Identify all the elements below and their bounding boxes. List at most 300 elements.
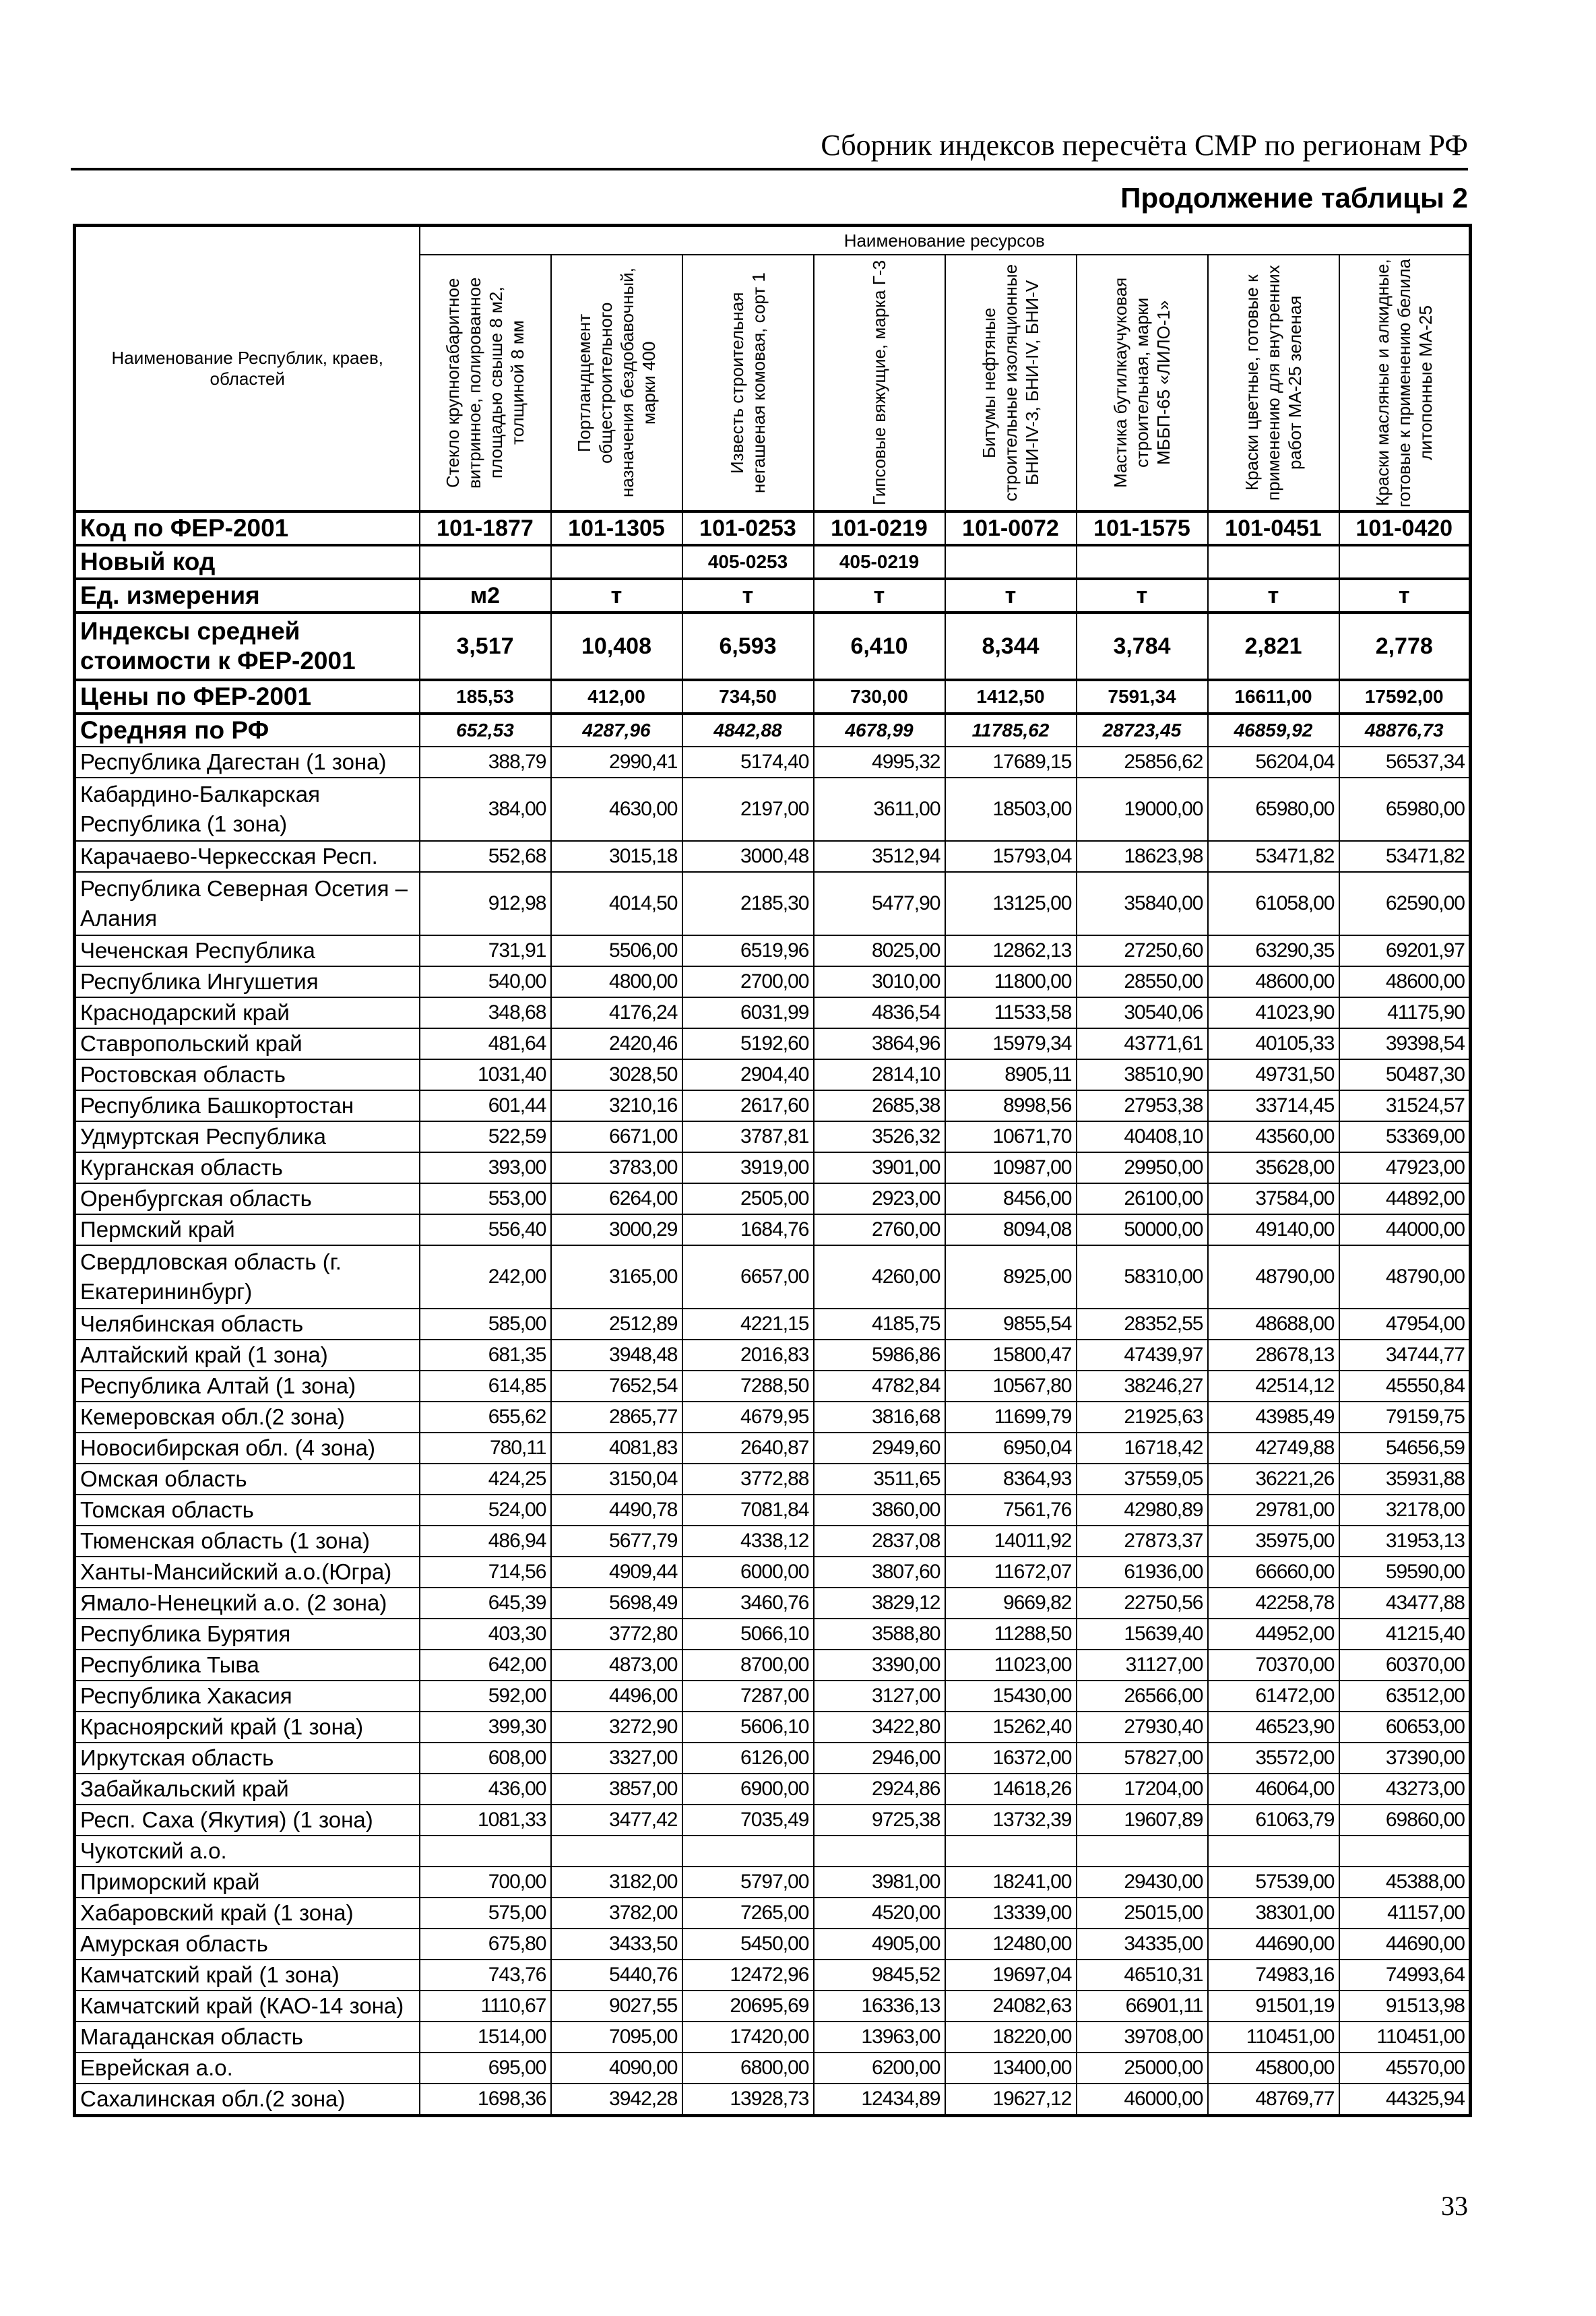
price-cell: 1514,00 [420, 2022, 551, 2053]
meta-value: 6,593 [682, 613, 814, 680]
price-cell: 486,94 [420, 1526, 551, 1557]
price-cell: 11023,00 [945, 1650, 1077, 1681]
price-cell: 4630,00 [551, 778, 682, 841]
price-cell: 27953,38 [1077, 1090, 1208, 1121]
table-row [75, 1836, 1471, 1867]
price-cell: 3948,48 [551, 1340, 682, 1371]
price-cell: 43771,61 [1077, 1028, 1208, 1059]
price-cell: 48790,00 [1339, 1245, 1471, 1309]
region-name: Пермский край [75, 1214, 420, 1245]
page-number: 33 [1441, 2191, 1468, 2221]
price-cell: 3210,16 [551, 1090, 682, 1121]
price-cell: 42749,88 [1208, 1433, 1339, 1464]
price-cell: 19607,89 [1077, 1805, 1208, 1836]
meta-value: 3,517 [420, 613, 551, 680]
price-cell: 5506,00 [551, 935, 682, 966]
table-row [75, 1557, 1471, 1588]
price-cell: 13125,00 [945, 872, 1077, 935]
price-cell: 7561,76 [945, 1495, 1077, 1526]
price-cell: 3588,80 [814, 1619, 945, 1650]
price-cell: 8700,00 [682, 1650, 814, 1681]
price-cell: 6264,00 [551, 1183, 682, 1214]
price-cell: 3000,29 [551, 1214, 682, 1245]
price-cell: 74993,64 [1339, 1960, 1471, 1991]
region-name: Тюменская область (1 зона) [75, 1526, 420, 1557]
price-cell: 61936,00 [1077, 1557, 1208, 1588]
resource-header [682, 255, 814, 511]
price-cell: 48769,77 [1208, 2084, 1339, 2116]
region-name: Республика Северная Осетия – Алания [75, 872, 420, 935]
region-name: Краснодарский край [75, 997, 420, 1028]
price-cell: 11533,58 [945, 997, 1077, 1028]
price-cell: 44000,00 [1339, 1214, 1471, 1245]
price-cell: 912,98 [420, 872, 551, 935]
price-cell: 4221,15 [682, 1309, 814, 1340]
region-name: Свердловская область (г. Екатерининбург) [75, 1245, 420, 1309]
price-cell: 32178,00 [1339, 1495, 1471, 1526]
price-cell: 3433,50 [551, 1929, 682, 1960]
price-cell: 3182,00 [551, 1867, 682, 1898]
price-cell: 3857,00 [551, 1774, 682, 1805]
price-cell: 45388,00 [1339, 1867, 1471, 1898]
price-cell: 524,00 [420, 1495, 551, 1526]
price-cell: 37390,00 [1339, 1743, 1471, 1774]
meta-value: 16611,00 [1208, 680, 1339, 714]
price-cell: 2990,41 [551, 747, 682, 778]
table-row [75, 747, 1471, 778]
price-cell: 681,35 [420, 1340, 551, 1371]
region-name: Томская область [75, 1495, 420, 1526]
meta-label: Ед. измерения [75, 579, 420, 613]
price-cell: 5192,60 [682, 1028, 814, 1059]
price-cell: 61472,00 [1208, 1681, 1339, 1712]
price-cell: 8025,00 [814, 935, 945, 966]
price-cell: 12480,00 [945, 1929, 1077, 1960]
meta-value: 412,00 [551, 680, 682, 714]
price-cell: 44690,00 [1208, 1929, 1339, 1960]
meta-label: Код по ФЕР-2001 [75, 511, 420, 545]
price-cell: 65980,00 [1208, 778, 1339, 841]
price-cell: 2640,87 [682, 1433, 814, 1464]
table-row [75, 1774, 1471, 1805]
resource-name: Гипсовые вяжущие, марка Г-3 [869, 260, 889, 505]
price-cell: 601,44 [420, 1090, 551, 1121]
resources-header: Наименование ресурсов [420, 226, 1471, 255]
table-caption: Продолжение таблицы 2 [1120, 182, 1468, 214]
price-cell: 7265,00 [682, 1898, 814, 1929]
price-cell [1208, 1836, 1339, 1867]
meta-value: 185,53 [420, 680, 551, 714]
price-cell: 9669,82 [945, 1588, 1077, 1619]
region-name: Респ. Саха (Якутия) (1 зона) [75, 1805, 420, 1836]
price-cell: 3028,50 [551, 1059, 682, 1090]
region-name: Алтайский край (1 зона) [75, 1340, 420, 1371]
meta-value: 8,344 [945, 613, 1077, 680]
price-cell: 28678,13 [1208, 1340, 1339, 1371]
price-cell: 37559,05 [1077, 1464, 1208, 1495]
price-cell: 3981,00 [814, 1867, 945, 1898]
meta-value: т [551, 579, 682, 613]
region-name: Оренбургская область [75, 1183, 420, 1214]
meta-label: Индексы средней стоимости к ФЕР-2001 [75, 613, 420, 680]
price-cell: 8998,56 [945, 1090, 1077, 1121]
price-cell: 48790,00 [1208, 1245, 1339, 1309]
price-cell: 54656,59 [1339, 1433, 1471, 1464]
table-row [75, 1929, 1471, 1960]
price-cell: 2760,00 [814, 1214, 945, 1245]
meta-value: 1412,50 [945, 680, 1077, 714]
price-cell: 61058,00 [1208, 872, 1339, 935]
meta-value: 730,00 [814, 680, 945, 714]
meta-value: 6,410 [814, 613, 945, 680]
price-cell: 3000,48 [682, 841, 814, 872]
running-title: Сборник индексов пересчёта СМР по регионам РФ [71, 128, 1468, 170]
resource-header [1077, 255, 1208, 511]
meta-value: 17592,00 [1339, 680, 1471, 714]
meta-value: 734,50 [682, 680, 814, 714]
price-cell: 388,79 [420, 747, 551, 778]
price-cell: 43985,49 [1208, 1402, 1339, 1433]
table-row [75, 966, 1471, 997]
region-name: Республика Ингушетия [75, 966, 420, 997]
price-cell: 38246,27 [1077, 1371, 1208, 1402]
price-cell: 44892,00 [1339, 1183, 1471, 1214]
price-cell: 53471,82 [1339, 841, 1471, 872]
price-cell: 5698,49 [551, 1588, 682, 1619]
price-cell: 1081,33 [420, 1805, 551, 1836]
price-cell: 36221,26 [1208, 1464, 1339, 1495]
price-cell: 4909,44 [551, 1557, 682, 1588]
price-cell: 44325,94 [1339, 2084, 1471, 2116]
price-cell: 28550,00 [1077, 966, 1208, 997]
price-cell: 2814,10 [814, 1059, 945, 1090]
table-row [75, 1090, 1471, 1121]
price-cell: 2923,00 [814, 1183, 945, 1214]
price-cell: 44952,00 [1208, 1619, 1339, 1650]
region-name: Республика Бурятия [75, 1619, 420, 1650]
resource-name: Краски масляные и алкидные, готовые к применению белила литопонные МА-25 [1372, 258, 1436, 507]
region-name: Амурская область [75, 1929, 420, 1960]
price-cell: 6671,00 [551, 1121, 682, 1152]
meta-row [75, 579, 1471, 613]
price-cell: 14618,26 [945, 1774, 1077, 1805]
region-name: Республика Хакасия [75, 1681, 420, 1712]
price-cell: 35840,00 [1077, 872, 1208, 935]
price-cell: 18220,00 [945, 2022, 1077, 2053]
price-cell: 731,91 [420, 935, 551, 966]
table-row [75, 2022, 1471, 2053]
price-cell: 11288,50 [945, 1619, 1077, 1650]
price-cell: 34335,00 [1077, 1929, 1208, 1960]
price-cell: 20695,69 [682, 1991, 814, 2022]
region-name: Удмуртская Республика [75, 1121, 420, 1152]
price-cell: 3772,88 [682, 1464, 814, 1495]
table-row [75, 1433, 1471, 1464]
price-cell: 4836,54 [814, 997, 945, 1028]
price-cell: 33714,45 [1208, 1090, 1339, 1121]
price-cell: 63290,35 [1208, 935, 1339, 966]
price-cell: 5174,40 [682, 747, 814, 778]
price-cell: 48600,00 [1208, 966, 1339, 997]
meta-row [75, 680, 1471, 714]
table-row [75, 1805, 1471, 1836]
price-cell: 61063,79 [1208, 1805, 1339, 1836]
price-cell: 4520,00 [814, 1898, 945, 1929]
price-cell: 74983,16 [1208, 1960, 1339, 1991]
region-name: Чукотский а.о. [75, 1836, 420, 1867]
price-cell: 3150,04 [551, 1464, 682, 1495]
price-cell: 8364,93 [945, 1464, 1077, 1495]
price-cell: 7081,84 [682, 1495, 814, 1526]
table-row [75, 1121, 1471, 1152]
price-cell: 3127,00 [814, 1681, 945, 1712]
price-cell: 48600,00 [1339, 966, 1471, 997]
table-row [75, 872, 1471, 935]
price-cell: 11699,79 [945, 1402, 1077, 1433]
meta-value: т [1208, 579, 1339, 613]
price-cell: 31524,57 [1339, 1090, 1471, 1121]
price-cell: 28352,55 [1077, 1309, 1208, 1340]
price-cell [1077, 1836, 1208, 1867]
table-row [75, 1245, 1471, 1309]
price-cell: 16718,42 [1077, 1433, 1208, 1464]
meta-row [75, 613, 1471, 680]
price-cell: 13928,73 [682, 2084, 814, 2116]
price-cell: 60370,00 [1339, 1650, 1471, 1681]
price-cell: 403,30 [420, 1619, 551, 1650]
price-cell: 608,00 [420, 1743, 551, 1774]
table-row [75, 1867, 1471, 1898]
meta-value: 101-0253 [682, 511, 814, 545]
meta-value [551, 545, 682, 579]
price-cell: 10987,00 [945, 1152, 1077, 1183]
price-cell: 4679,95 [682, 1402, 814, 1433]
price-cell: 26100,00 [1077, 1183, 1208, 1214]
price-cell: 481,64 [420, 1028, 551, 1059]
price-cell: 6031,99 [682, 997, 814, 1028]
price-cell: 5606,10 [682, 1712, 814, 1743]
region-name: Республика Дагестан (1 зона) [75, 747, 420, 778]
price-cell: 40408,10 [1077, 1121, 1208, 1152]
region-name: Республика Алтай (1 зона) [75, 1371, 420, 1402]
table-row [75, 2084, 1471, 2116]
table-row [75, 1028, 1471, 1059]
price-cell: 31127,00 [1077, 1650, 1208, 1681]
table-row [75, 1681, 1471, 1712]
price-cell: 15800,47 [945, 1340, 1077, 1371]
price-cell: 5477,90 [814, 872, 945, 935]
price-cell: 1110,67 [420, 1991, 551, 2022]
price-cell: 9725,38 [814, 1805, 945, 1836]
price-cell: 6657,00 [682, 1245, 814, 1309]
resource-header [945, 255, 1077, 511]
price-cell: 592,00 [420, 1681, 551, 1712]
table-row [75, 1898, 1471, 1929]
table-row [75, 2053, 1471, 2084]
price-cell: 642,00 [420, 1650, 551, 1681]
resource-header [1339, 255, 1471, 511]
price-cell: 6800,00 [682, 2053, 814, 2084]
price-cell: 15262,40 [945, 1712, 1077, 1743]
price-cell: 46510,31 [1077, 1960, 1208, 1991]
price-cell: 2700,00 [682, 966, 814, 997]
price-cell: 46523,90 [1208, 1712, 1339, 1743]
table-row [75, 1588, 1471, 1619]
price-cell: 242,00 [420, 1245, 551, 1309]
price-cell: 47439,97 [1077, 1340, 1208, 1371]
price-cell: 5677,79 [551, 1526, 682, 1557]
price-cell: 8925,00 [945, 1245, 1077, 1309]
meta-value [1208, 545, 1339, 579]
price-cell: 21925,63 [1077, 1402, 1208, 1433]
price-cell: 15979,34 [945, 1028, 1077, 1059]
price-cell: 35975,00 [1208, 1526, 1339, 1557]
table-row [75, 1743, 1471, 1774]
price-cell: 13732,39 [945, 1805, 1077, 1836]
price-cell: 47923,00 [1339, 1152, 1471, 1183]
price-cell: 79159,75 [1339, 1402, 1471, 1433]
region-name: Еврейская а.о. [75, 2053, 420, 2084]
price-cell: 57539,00 [1208, 1867, 1339, 1898]
table-row [75, 997, 1471, 1028]
price-cell: 12434,89 [814, 2084, 945, 2116]
meta-value [1339, 545, 1471, 579]
price-cell: 25856,62 [1077, 747, 1208, 778]
table-row [75, 1495, 1471, 1526]
price-cell: 3919,00 [682, 1152, 814, 1183]
price-cell: 40105,33 [1208, 1028, 1339, 1059]
price-cell: 60653,00 [1339, 1712, 1471, 1743]
price-cell: 45800,00 [1208, 2053, 1339, 2084]
price-cell: 2924,86 [814, 1774, 945, 1805]
price-cell: 540,00 [420, 966, 551, 997]
price-cell: 58310,00 [1077, 1245, 1208, 1309]
price-cell: 56537,34 [1339, 747, 1471, 778]
table-row [75, 1340, 1471, 1371]
price-cell: 6519,96 [682, 935, 814, 966]
price-cell: 59590,00 [1339, 1557, 1471, 1588]
price-cell: 6900,00 [682, 1774, 814, 1805]
price-cell: 4260,00 [814, 1245, 945, 1309]
region-name: Новосибирская обл. (4 зона) [75, 1433, 420, 1464]
price-cell: 41175,90 [1339, 997, 1471, 1028]
price-cell: 4995,32 [814, 747, 945, 778]
meta-label: Цены по ФЕР-2001 [75, 680, 420, 714]
table-row [75, 1402, 1471, 1433]
price-cell: 43273,00 [1339, 1774, 1471, 1805]
region-rows [75, 747, 1471, 2116]
meta-value: 101-0420 [1339, 511, 1471, 545]
region-name: Магаданская область [75, 2022, 420, 2053]
meta-label: Новый код [75, 545, 420, 579]
price-cell: 9845,52 [814, 1960, 945, 1991]
region-name: Камчатский край (1 зона) [75, 1960, 420, 1991]
price-cell: 29781,00 [1208, 1495, 1339, 1526]
price-cell: 2837,08 [814, 1526, 945, 1557]
region-name: Кемеровская обл.(2 зона) [75, 1402, 420, 1433]
price-cell: 4185,75 [814, 1309, 945, 1340]
region-name: Курганская область [75, 1152, 420, 1183]
meta-rows [75, 511, 1471, 747]
price-cell: 3829,12 [814, 1588, 945, 1619]
region-name: Ямало-Ненецкий а.о. (2 зона) [75, 1588, 420, 1619]
price-cell [420, 1836, 551, 1867]
price-cell: 50487,30 [1339, 1059, 1471, 1090]
price-cell: 25015,00 [1077, 1898, 1208, 1929]
meta-value: 101-1575 [1077, 511, 1208, 545]
price-cell: 47954,00 [1339, 1309, 1471, 1340]
price-cell: 10567,80 [945, 1371, 1077, 1402]
meta-value: 101-0219 [814, 511, 945, 545]
price-cell: 38510,90 [1077, 1059, 1208, 1090]
price-cell: 66660,00 [1208, 1557, 1339, 1588]
price-cell: 585,00 [420, 1309, 551, 1340]
price-cell: 10671,70 [945, 1121, 1077, 1152]
price-cell: 11800,00 [945, 966, 1077, 997]
price-cell: 24082,63 [945, 1991, 1077, 2022]
price-cell: 17689,15 [945, 747, 1077, 778]
price-cell: 27873,37 [1077, 1526, 1208, 1557]
price-cell: 45550,84 [1339, 1371, 1471, 1402]
price-cell: 393,00 [420, 1152, 551, 1183]
price-cell: 18623,98 [1077, 841, 1208, 872]
price-cell: 62590,00 [1339, 872, 1471, 935]
price-cell: 18241,00 [945, 1867, 1077, 1898]
price-cell: 553,00 [420, 1183, 551, 1214]
region-name: Сахалинская обл.(2 зона) [75, 2084, 420, 2116]
price-cell: 2016,83 [682, 1340, 814, 1371]
price-cell: 14011,92 [945, 1526, 1077, 1557]
price-cell: 675,80 [420, 1929, 551, 1960]
price-cell: 645,39 [420, 1588, 551, 1619]
price-cell: 41023,90 [1208, 997, 1339, 1028]
table-row [75, 1960, 1471, 1991]
price-cell: 5066,10 [682, 1619, 814, 1650]
price-cell: 44690,00 [1339, 1929, 1471, 1960]
price-cell: 9027,55 [551, 1991, 682, 2022]
region-name: Ростовская область [75, 1059, 420, 1090]
price-cell: 399,30 [420, 1712, 551, 1743]
price-cell: 7035,49 [682, 1805, 814, 1836]
price-cell: 91501,19 [1208, 1991, 1339, 2022]
price-cell: 42514,12 [1208, 1371, 1339, 1402]
price-cell: 7095,00 [551, 2022, 682, 2053]
meta-value: 28723,45 [1077, 714, 1208, 747]
price-cell: 4905,00 [814, 1929, 945, 1960]
price-cell: 3390,00 [814, 1650, 945, 1681]
price-cell: 30540,06 [1077, 997, 1208, 1028]
price-cell: 3477,42 [551, 1805, 682, 1836]
price-cell: 2185,30 [682, 872, 814, 935]
region-name: Республика Тыва [75, 1650, 420, 1681]
price-cell: 743,76 [420, 1960, 551, 1991]
meta-value: 11785,62 [945, 714, 1077, 747]
table-row [75, 1214, 1471, 1245]
price-cell: 522,59 [420, 1121, 551, 1152]
price-cell: 3526,32 [814, 1121, 945, 1152]
table-row [75, 1712, 1471, 1743]
price-cell: 5797,00 [682, 1867, 814, 1898]
price-cell: 41215,40 [1339, 1619, 1471, 1650]
price-cell: 1031,40 [420, 1059, 551, 1090]
meta-value: 405-0253 [682, 545, 814, 579]
price-cell: 8456,00 [945, 1183, 1077, 1214]
price-cell: 35931,88 [1339, 1464, 1471, 1495]
table-row [75, 1991, 1471, 2022]
price-cell: 49731,50 [1208, 1059, 1339, 1090]
price-cell: 3783,00 [551, 1152, 682, 1183]
price-cell [1339, 1836, 1471, 1867]
